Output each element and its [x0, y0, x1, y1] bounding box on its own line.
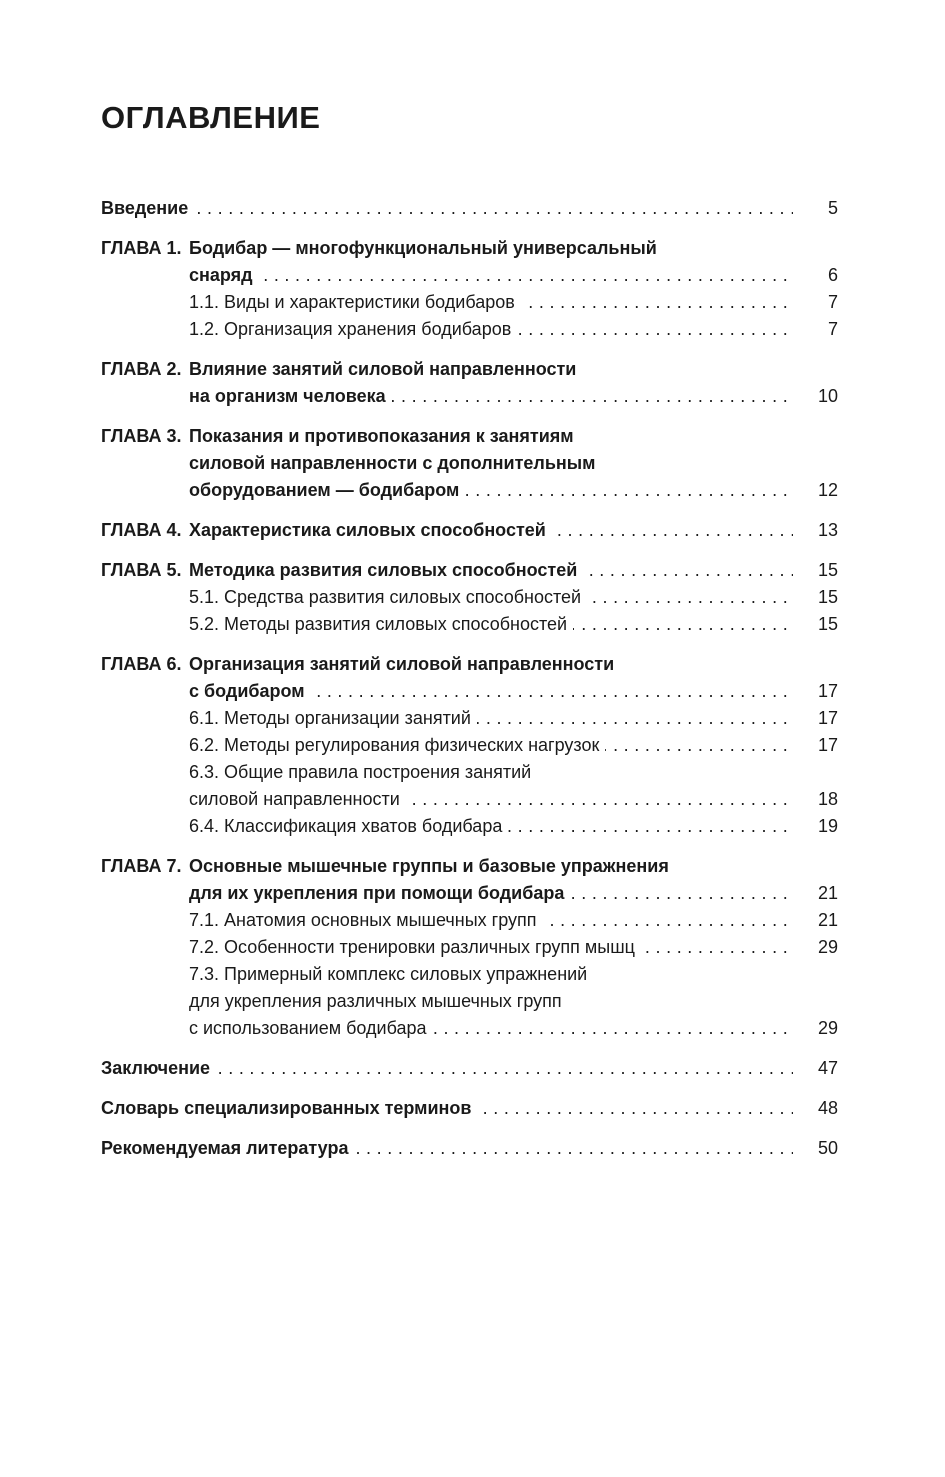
toc-section-6-3-heading[interactable] [101, 759, 841, 786]
section-title: 7.2. Особенности тренировки различных групп мышц [189, 937, 641, 957]
toc-section-7-1[interactable] [101, 907, 841, 934]
toc-section-6-1[interactable] [101, 705, 841, 732]
toc-entry-literature[interactable] [101, 1135, 841, 1162]
toc-page-number: 21 [817, 910, 838, 930]
toc-section-7-3-heading[interactable] [101, 961, 841, 988]
chapter-title-cont: оборудованием — бодибаром [189, 480, 465, 500]
toc-chapter-1-heading[interactable] [101, 235, 841, 262]
chapter-title: Бодибар — многофункциональный универсальный [189, 238, 657, 258]
section-title-cont: силовой направленности [189, 789, 406, 809]
chapter-label: ГЛАВА 3. [101, 426, 182, 446]
toc-chapter-4-entry[interactable] [101, 517, 841, 544]
section-title: 6.3. Общие правила построения занятий [189, 762, 532, 782]
toc-page-number: 48 [817, 1098, 838, 1118]
chapter-label: ГЛАВА 4. [101, 520, 182, 540]
chapter-title: Основные мышечные группы и базовые упражнения [189, 856, 669, 876]
section-title-cont: для укрепления различных мышечных групп [189, 991, 562, 1011]
toc-page-number: 12 [817, 480, 838, 500]
toc-page-number: 50 [817, 1138, 838, 1158]
toc-page-number: 17 [817, 681, 838, 701]
toc-entry-glossary[interactable] [101, 1095, 841, 1122]
toc-section-1-2[interactable] [101, 316, 841, 343]
toc-entry-title: Заключение [101, 1058, 216, 1078]
toc-entry-conclusion[interactable] [101, 1055, 841, 1082]
section-title: 7.1. Анатомия основных мышечных групп [189, 910, 543, 930]
toc-page-number: 17 [817, 708, 838, 728]
section-title: 5.2. Методы развития силовых способностей [189, 614, 573, 634]
chapter-label: ГЛАВА 1. [101, 238, 182, 258]
toc-section-5-1[interactable] [101, 584, 841, 611]
toc-section-7-2[interactable] [101, 934, 841, 961]
chapter-title: Показания и противопоказания к занятиям [189, 426, 574, 446]
chapter-label: ГЛАВА 5. [101, 560, 182, 580]
chapter-title-cont: с бодибаром [189, 681, 311, 701]
toc-entry-title: Словарь специализированных терминов [101, 1098, 478, 1118]
toc-page-number: 17 [817, 735, 838, 755]
section-title: 6.4. Классификация хватов бодибара [189, 816, 508, 836]
section-title: 6.1. Методы организации занятий [189, 708, 477, 728]
toc-page-number: 19 [817, 816, 838, 836]
toc-chapter-1-entry[interactable] [101, 262, 841, 289]
chapter-label: ГЛАВА 2. [101, 359, 182, 379]
toc-section-5-2[interactable] [101, 611, 841, 638]
toc-entry-title: Рекомендуемая литература [101, 1138, 354, 1158]
toc-chapter-3-entry[interactable] [101, 477, 841, 504]
toc-chapter-2-entry[interactable] [101, 383, 841, 410]
toc-section-7-3[interactable] [101, 1015, 841, 1042]
chapter-title-cont: на организм человека [189, 386, 392, 406]
toc-page-number: 15 [817, 587, 838, 607]
toc-chapter-5-entry[interactable] [101, 557, 841, 584]
toc-page-number: 10 [817, 386, 838, 406]
toc-page-number: 21 [817, 883, 838, 903]
table-of-contents [101, 195, 841, 1162]
section-title: 5.1. Средства развития силовых способностей [189, 587, 587, 607]
chapter-title-cont: для их укрепления при помощи бодибара [189, 883, 570, 903]
chapter-label: ГЛАВА 7. [101, 856, 182, 876]
toc-entry-title: Введение [101, 198, 194, 218]
toc-page-number: 18 [817, 789, 838, 809]
toc-page-number: 7 [827, 292, 838, 312]
toc-chapter-7-heading[interactable] [101, 853, 841, 880]
toc-chapter-6-heading[interactable] [101, 651, 841, 678]
chapter-label: ГЛАВА 6. [101, 654, 182, 674]
toc-section-1-1[interactable] [101, 289, 841, 316]
toc-chapter-6-entry[interactable] [101, 678, 841, 705]
toc-page-number: 29 [817, 1018, 838, 1038]
toc-page-number: 29 [817, 937, 838, 957]
chapter-title-cont: снаряд [189, 265, 259, 285]
toc-page-number: 13 [817, 520, 838, 540]
section-title: 1.1. Виды и характеристики бодибаров [189, 292, 521, 312]
toc-page-number: 7 [827, 319, 838, 339]
chapter-title-cont: силовой направленности с дополнительным [189, 453, 596, 473]
chapter-title: Организация занятий силовой направленности [189, 654, 615, 674]
toc-chapter-3-line2[interactable] [101, 450, 841, 477]
page-title: ОГЛАВЛЕНИЕ [101, 100, 321, 135]
toc-page-number: 5 [827, 198, 838, 218]
toc-section-7-3-line2[interactable] [101, 988, 841, 1015]
toc-chapter-2-heading[interactable] [101, 356, 841, 383]
toc-chapter-3-heading[interactable] [101, 423, 841, 450]
section-title: 7.3. Примерный комплекс силовых упражнений [189, 964, 588, 984]
chapter-title: Методика развития силовых способностей [189, 560, 578, 580]
section-title-cont: с использованием бодибара [189, 1018, 433, 1038]
toc-page-number: 15 [817, 560, 838, 580]
toc-entry-intro[interactable] [101, 195, 841, 222]
section-title: 1.2. Организация хранения бодибаров [189, 319, 517, 339]
chapter-title: Характеристика силовых способностей [189, 520, 546, 540]
toc-section-6-2[interactable] [101, 732, 841, 759]
toc-section-6-3[interactable] [101, 786, 841, 813]
chapter-title: Влияние занятий силовой направленности [189, 359, 577, 379]
toc-chapter-7-entry[interactable] [101, 880, 841, 907]
toc-page-number: 47 [817, 1058, 838, 1078]
section-title: 6.2. Методы регулирования физических нагрузок [189, 735, 605, 755]
toc-page-number: 6 [827, 265, 838, 285]
toc-section-6-4[interactable] [101, 813, 841, 840]
toc-page-number: 15 [817, 614, 838, 634]
